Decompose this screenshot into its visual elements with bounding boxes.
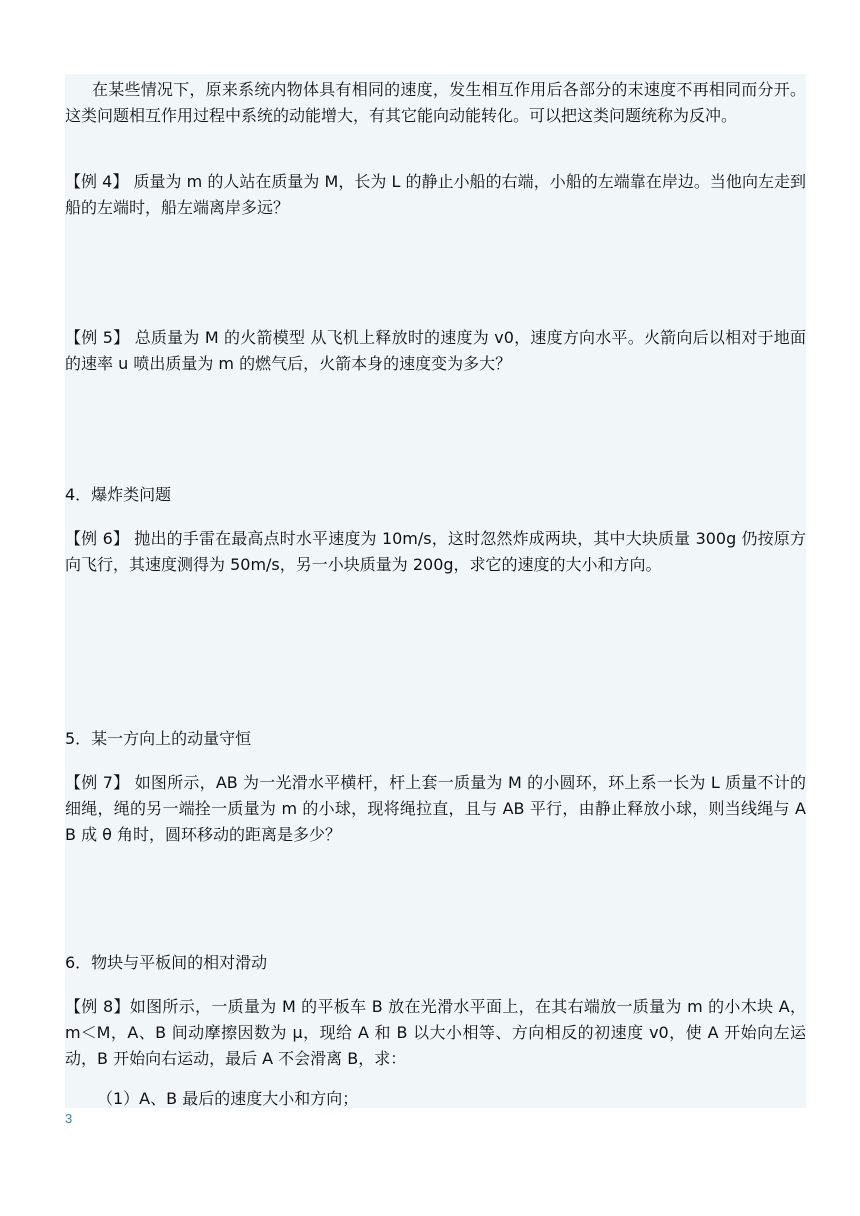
example-6: 【例 6】 抛出的手雷在最高点时水平速度为 10m/s，这时忽然炸成两块，其中大块质量 300g 仍按原方向飞行，其速度测得为 50m/s，另一小块质量为 200g，求它的速度的大小和方向。: [65, 529, 806, 574]
example-5: 【例 5】 总质量为 M 的火箭模型 从飞机上释放时的速度为 v0，速度方向水平。火箭向后以相对于地面的速率 u 喷出质量为 m 的燃气后，火箭本身的速度变为多大？: [65, 328, 806, 373]
intro-paragraph: 在某些情况下，原来系统内物体具有相同的速度，发生相互作用后各部分的末速度不再相同而分开。这类问题相互作用过程中系统的动能增大，有其它能向动能转化。可以把这类问题统称为反冲。: [65, 80, 806, 125]
section-heading-6: 6．物块与平板间的相对滑动: [65, 953, 268, 972]
example-4: 【例 4】 质量为 m 的人站在质量为 M，长为 L 的静止小船的右端，小船的左端靠在岸边。当他向左走到船的左端时，船左端离岸多远？: [65, 172, 806, 217]
page-number: 3: [65, 1111, 73, 1126]
example-8: 【例 8】如图所示，一质量为 M 的平板车 B 放在光滑水平面上，在其右端放一质量为 m 的小木块 A，m＜M，A、B 间动摩擦因数为 μ，现给 A 和 B 以大小相等、方向相反的初速度 v0，使 A 开始向左运动，B 开始向右运动，最后 A 不会滑离 B，求：: [65, 997, 806, 1068]
section-heading-4: 4．爆炸类问题: [65, 485, 172, 504]
example-7: 【例 7】 如图所示，AB 为一光滑水平横杆，杆上套一质量为 M 的小圆环，环上系一长为 L 质量不计的细绳，绳的另一端拴一质量为 m 的小球，现将绳拉直，且与 AB 平行，由静止释放小球，则当线绳与 A B 成 θ 角时，圆环移动的距离是多少？: [65, 773, 806, 844]
section-heading-5: 5．某一方向上的动量守恒: [65, 729, 252, 748]
example-8-question-1: （1）A、B 最后的速度大小和方向；: [97, 1089, 359, 1108]
